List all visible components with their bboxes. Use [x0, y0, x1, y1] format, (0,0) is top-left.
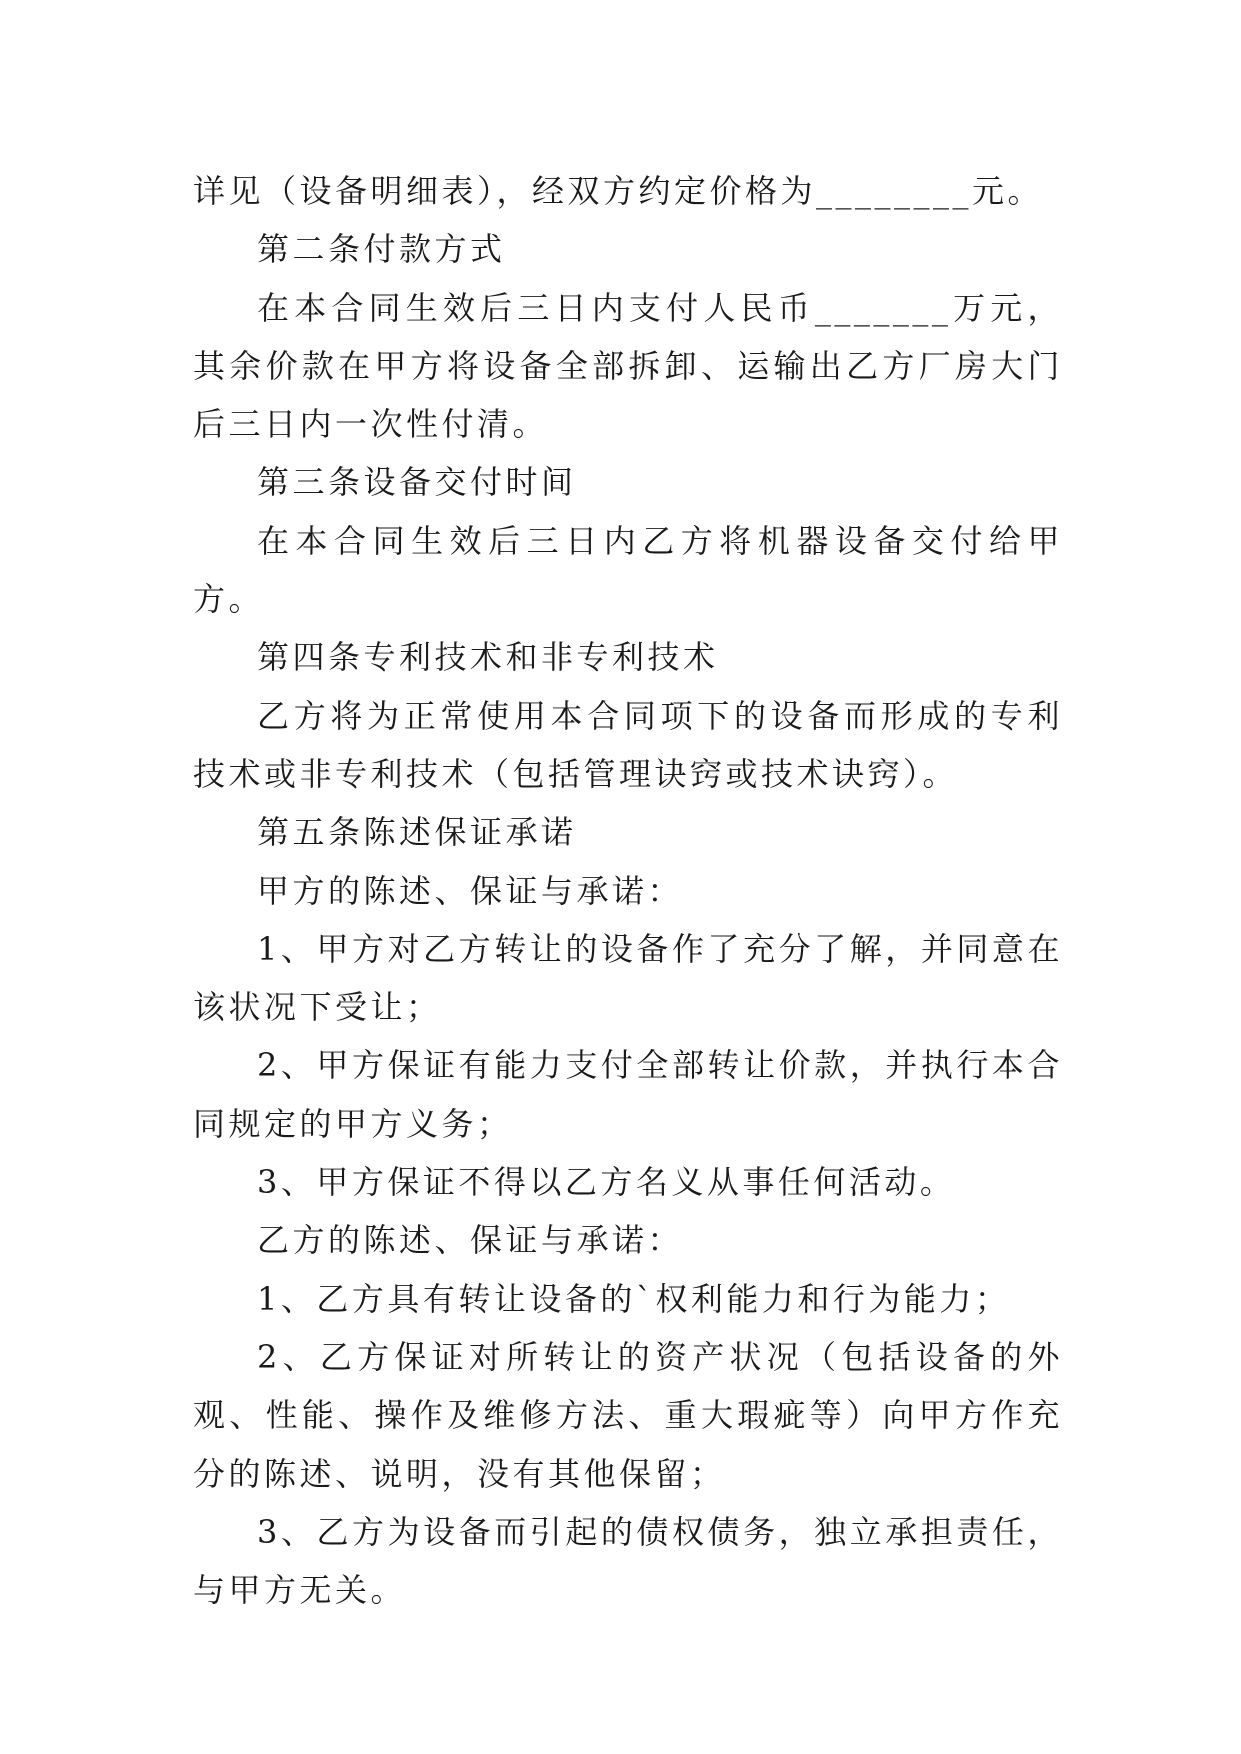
heading-article-5: 第五条陈述保证承诺: [257, 813, 577, 852]
paragraph-delivery: 在本合同生效后三日内乙方将机器设备交付给甲方。: [193, 521, 1063, 619]
paragraph-price: 详见（设备明细表），经双方约定价格为________元。: [193, 172, 1044, 210]
list-item-party-b-1: 1、乙方具有转让设备的`权利能力和行为能力；: [257, 1279, 1011, 1318]
list-item-party-b-2: 2、乙方保证对所转让的资产状况（包括设备的外观、性能、操作及维修方法、重大瑕疵等）向甲方作充分的陈述、说明，没有其他保留；: [193, 1337, 1063, 1493]
heading-article-3: 第三条设备交付时间: [257, 463, 577, 502]
paragraph-patent: 乙方将为正常使用本合同项下的设备而形成的专利技术或非专利技术（包括管理诀窍或技术诀窍）。: [193, 696, 1063, 793]
list-item-party-a-2: 2、甲方保证有能力支付全部转让价款，并执行本合同规定的甲方义务；: [193, 1046, 1063, 1143]
contract-body: [193, 162, 1063, 1619]
subheading-party-a: 甲方的陈述、保证与承诺：: [257, 871, 684, 910]
list-item-party-a-1: 1、甲方对乙方转让的设备作了充分了解，并同意在该状况下受让；: [193, 929, 1063, 1027]
heading-article-4: 第四条专利技术和非专利技术: [257, 638, 719, 677]
heading-article-2: 第二条付款方式: [257, 230, 506, 269]
paragraph-payment: 在本合同生效后三日内支付人民币_______万元，其余价款在甲方将设备全部拆卸、运输出乙方厂房大门后三日内一次性付清。: [193, 288, 1063, 444]
list-item-party-b-3: 3、乙方为设备而引起的债权债务，独立承担责任，与甲方无关。: [193, 1512, 1063, 1610]
list-item-party-a-3: 3、甲方保证不得以乙方名义从事任何活动。: [257, 1163, 956, 1202]
subheading-party-b: 乙方的陈述、保证与承诺：: [257, 1221, 684, 1260]
